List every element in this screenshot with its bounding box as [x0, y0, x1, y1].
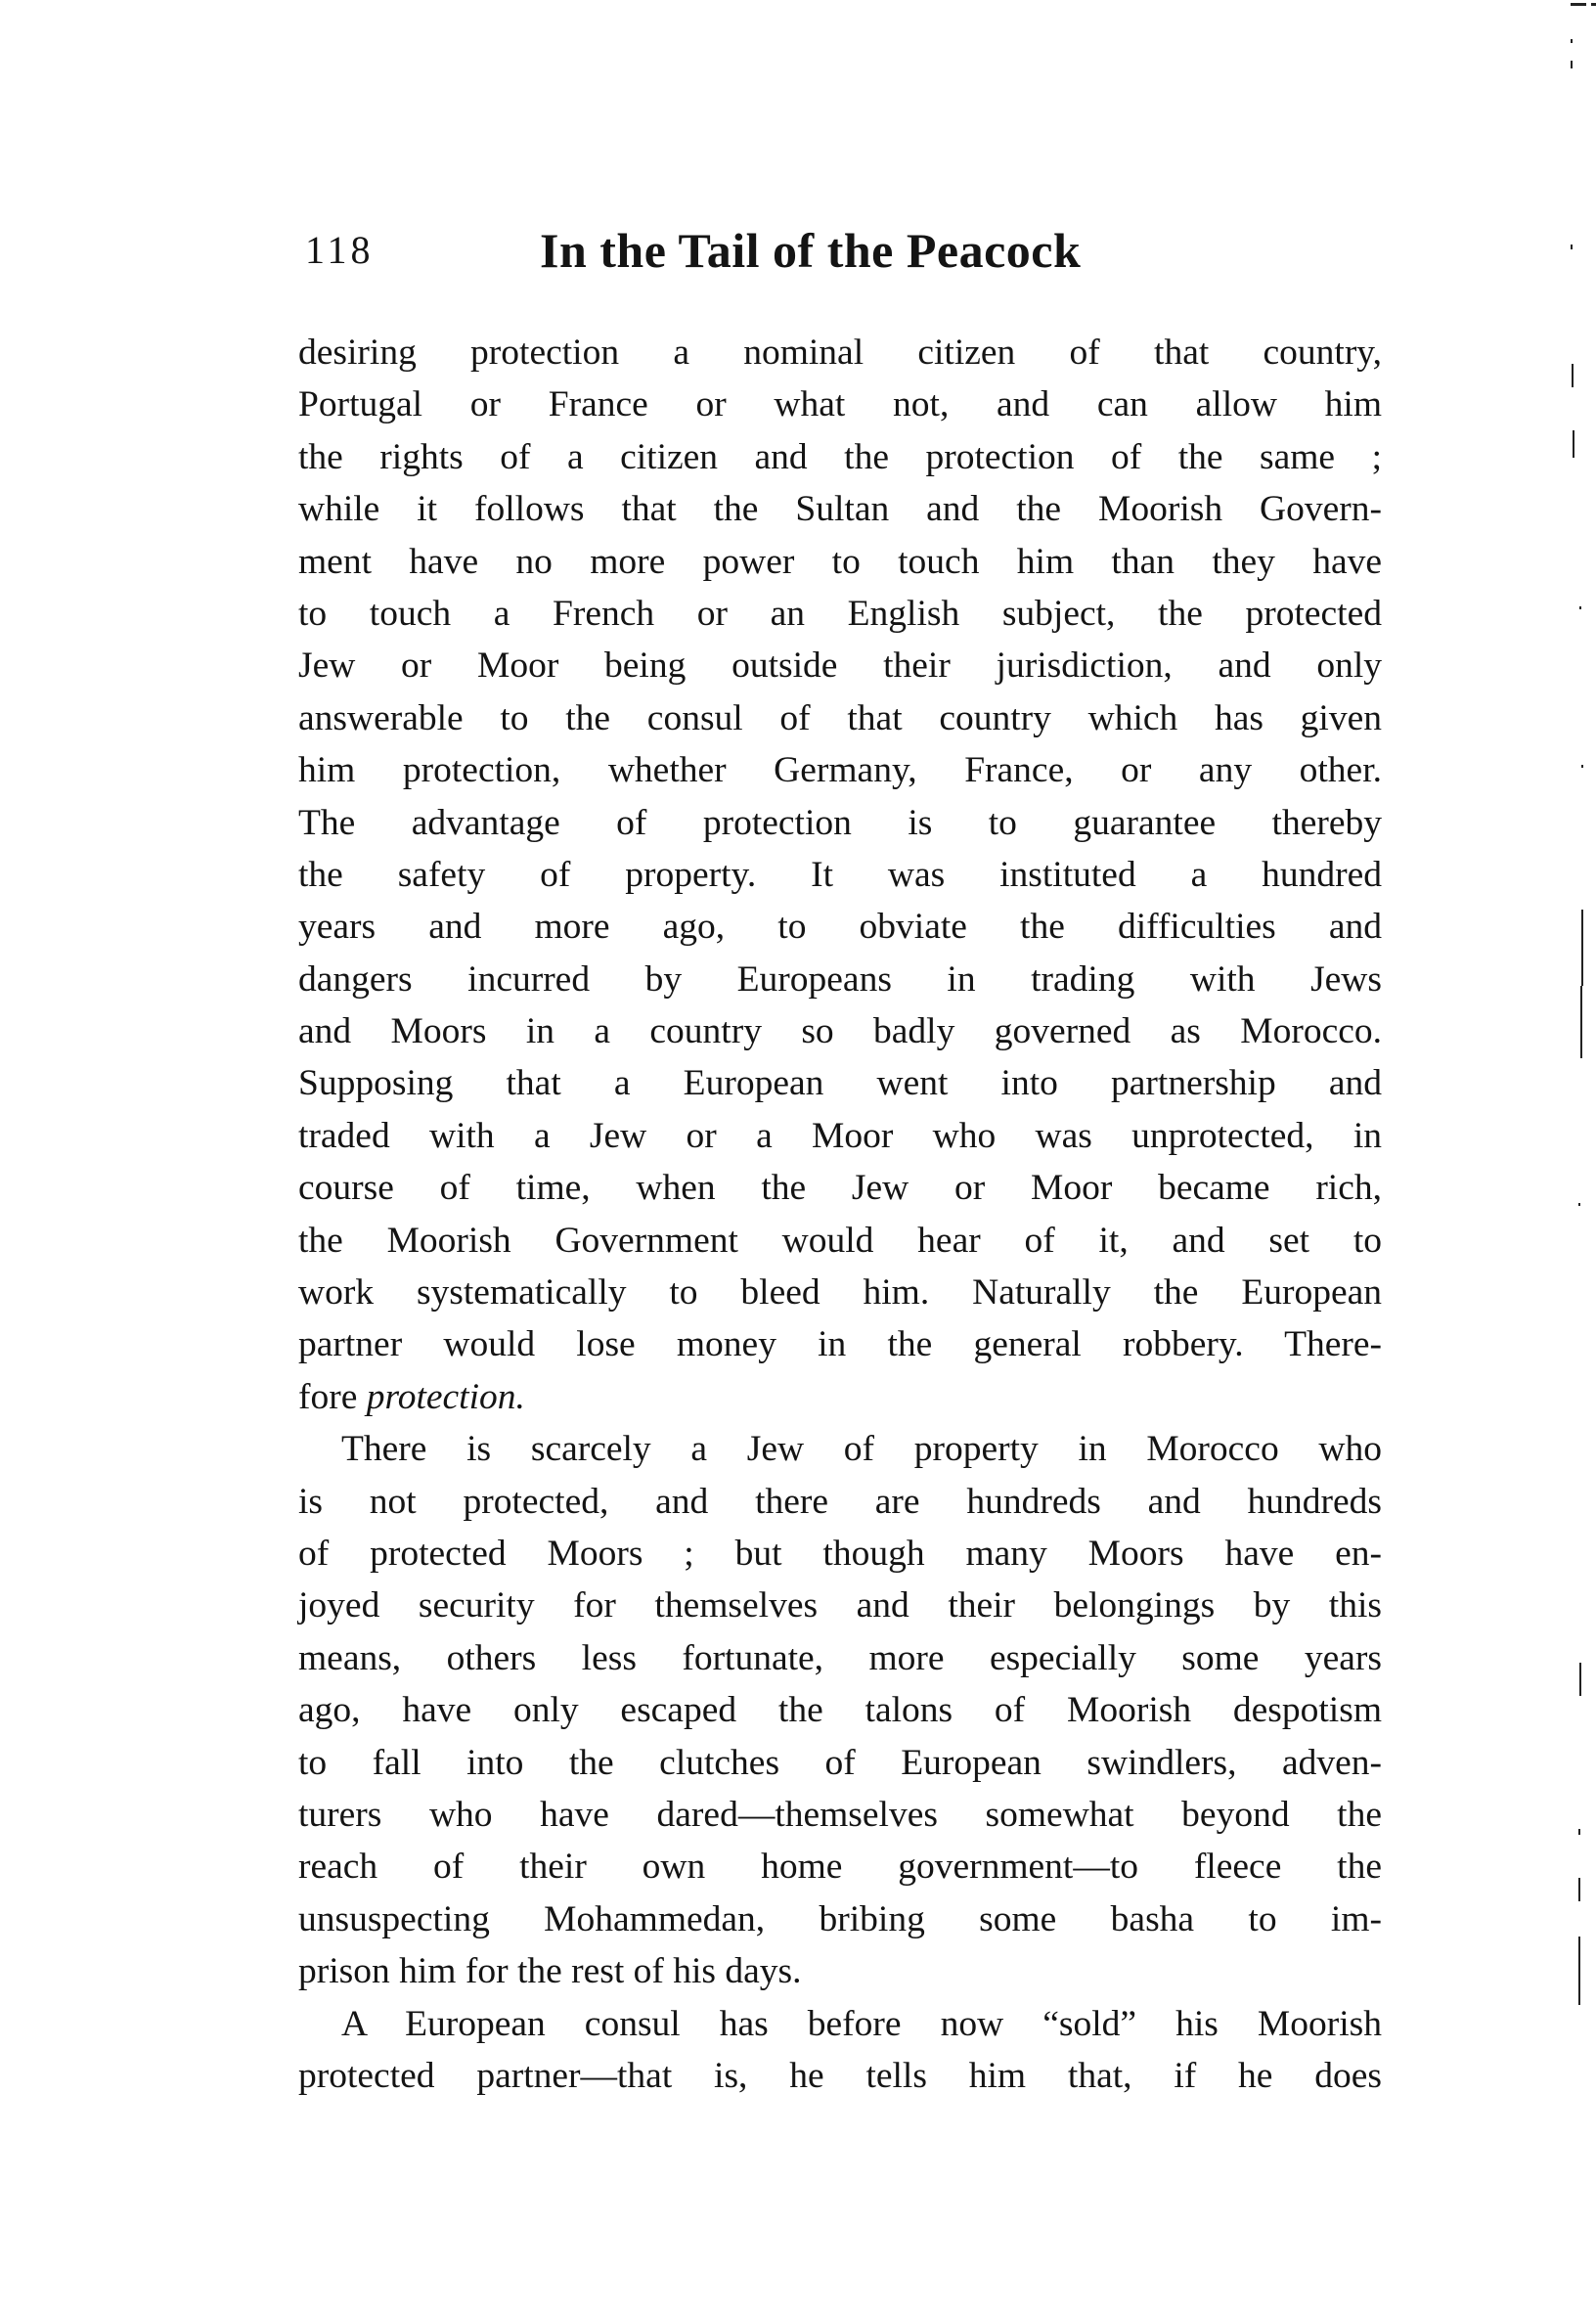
scan-mark: [1571, 61, 1573, 68]
paragraph-1: [298, 327, 1382, 1423]
text-line-final: prison him for the rest of his days.: [298, 1951, 802, 1992]
text-line: The advantage of protection is to guarantee thereby: [298, 802, 1382, 843]
text-line: partner would lose money in the general robbery. There-: [298, 1324, 1382, 1365]
text-line: Portugal or France or what not, and can allow him: [298, 384, 1382, 425]
text-line: Supposing that a European went into partnership and: [298, 1063, 1382, 1104]
scan-mark: [1578, 1878, 1580, 1901]
text-line: work systematically to bleed him. Naturally the European: [298, 1272, 1382, 1314]
text-line: is not protected, and there are hundreds and hundreds: [298, 1481, 1382, 1522]
scan-mark: [1578, 1203, 1580, 1206]
scan-mark: [1581, 910, 1583, 986]
running-head: [299, 223, 1385, 282]
text-line: to touch a French or an English subject, the protected: [298, 593, 1382, 634]
text-line-final: [298, 1371, 1382, 1423]
text-line: turers who have dared—themselves somewhat beyond the: [298, 1794, 1382, 1835]
scan-mark: [1573, 430, 1574, 458]
text-fragment: fore: [298, 1376, 367, 1417]
text-line: ment have no more power to touch him than they have: [298, 541, 1382, 582]
text-line: desiring protection a nominal citizen of that country,: [298, 333, 1382, 373]
text-line: while it follows that the Sultan and the Moorish Govern-: [298, 489, 1382, 530]
scan-mark: [1581, 765, 1583, 768]
text-line: reach of their own home government—to fleece the: [298, 1847, 1382, 1888]
text-line: dangers incurred by Europeans in trading with Jews: [298, 958, 1382, 1000]
text-line: to fall into the clutches of European swindlers, adven-: [298, 1742, 1382, 1783]
text-line: the Moorish Government would hear of it, and set to: [298, 1220, 1382, 1261]
text-line: unsuspecting Mohammedan, bribing some basha to im-: [298, 1898, 1382, 1939]
scan-mark: [1572, 364, 1574, 387]
scan-mark: [1578, 1937, 1580, 2005]
italic-emphasis: protection.: [366, 1376, 525, 1417]
text-line: course of time, when the Jew or Moor became rich,: [298, 1168, 1382, 1209]
text-line: protected partner—that is, he tells him that, if he does: [298, 2055, 1382, 2096]
text-line: him protection, whether Germany, France, or any other.: [298, 750, 1382, 791]
text-line: the safety of property. It was instituted a hundred: [298, 854, 1382, 895]
paragraph-2: [298, 1423, 1382, 1997]
text-line: joyed security for themselves and their belongings by this: [298, 1585, 1382, 1626]
scan-mark: [1591, 3, 1596, 6]
page-number: 118: [305, 228, 375, 272]
scan-mark: [1571, 3, 1586, 6]
scan-mark: [1571, 245, 1573, 249]
body-text: [298, 327, 1382, 2102]
text-line: means, others less fortunate, more especially some years: [298, 1637, 1382, 1678]
running-title: In the Tail of the Peacock: [540, 223, 1082, 278]
scan-mark: [1571, 39, 1573, 43]
text-line: answerable to the consul of that country which has given: [298, 697, 1382, 738]
text-line: Jew or Moor being outside their jurisdiction, and only: [298, 646, 1382, 687]
scan-mark: [1578, 1829, 1580, 1835]
scan-mark: [1579, 606, 1581, 609]
text-line: the rights of a citizen and the protection of the same ;: [298, 436, 1382, 477]
text-line: years and more ago, to obviate the difficulties and: [298, 907, 1382, 948]
text-line: ago, have only escaped the talons of Moorish despotism: [298, 1690, 1382, 1731]
scan-mark: [1579, 1663, 1581, 1696]
text-line: and Moors in a country so badly governed as Morocco.: [298, 1011, 1382, 1052]
text-line: traded with a Jew or a Moor who was unprotected, in: [298, 1115, 1382, 1156]
text-line: There is scarcely a Jew of property in Morocco who: [341, 1429, 1382, 1470]
text-line: of protected Moors ; but though many Moors have en-: [298, 1533, 1382, 1574]
scan-mark: [1580, 986, 1582, 1058]
paragraph-3: [298, 1998, 1382, 2103]
text-line: A European consul has before now “sold” his Moorish: [341, 2003, 1382, 2044]
